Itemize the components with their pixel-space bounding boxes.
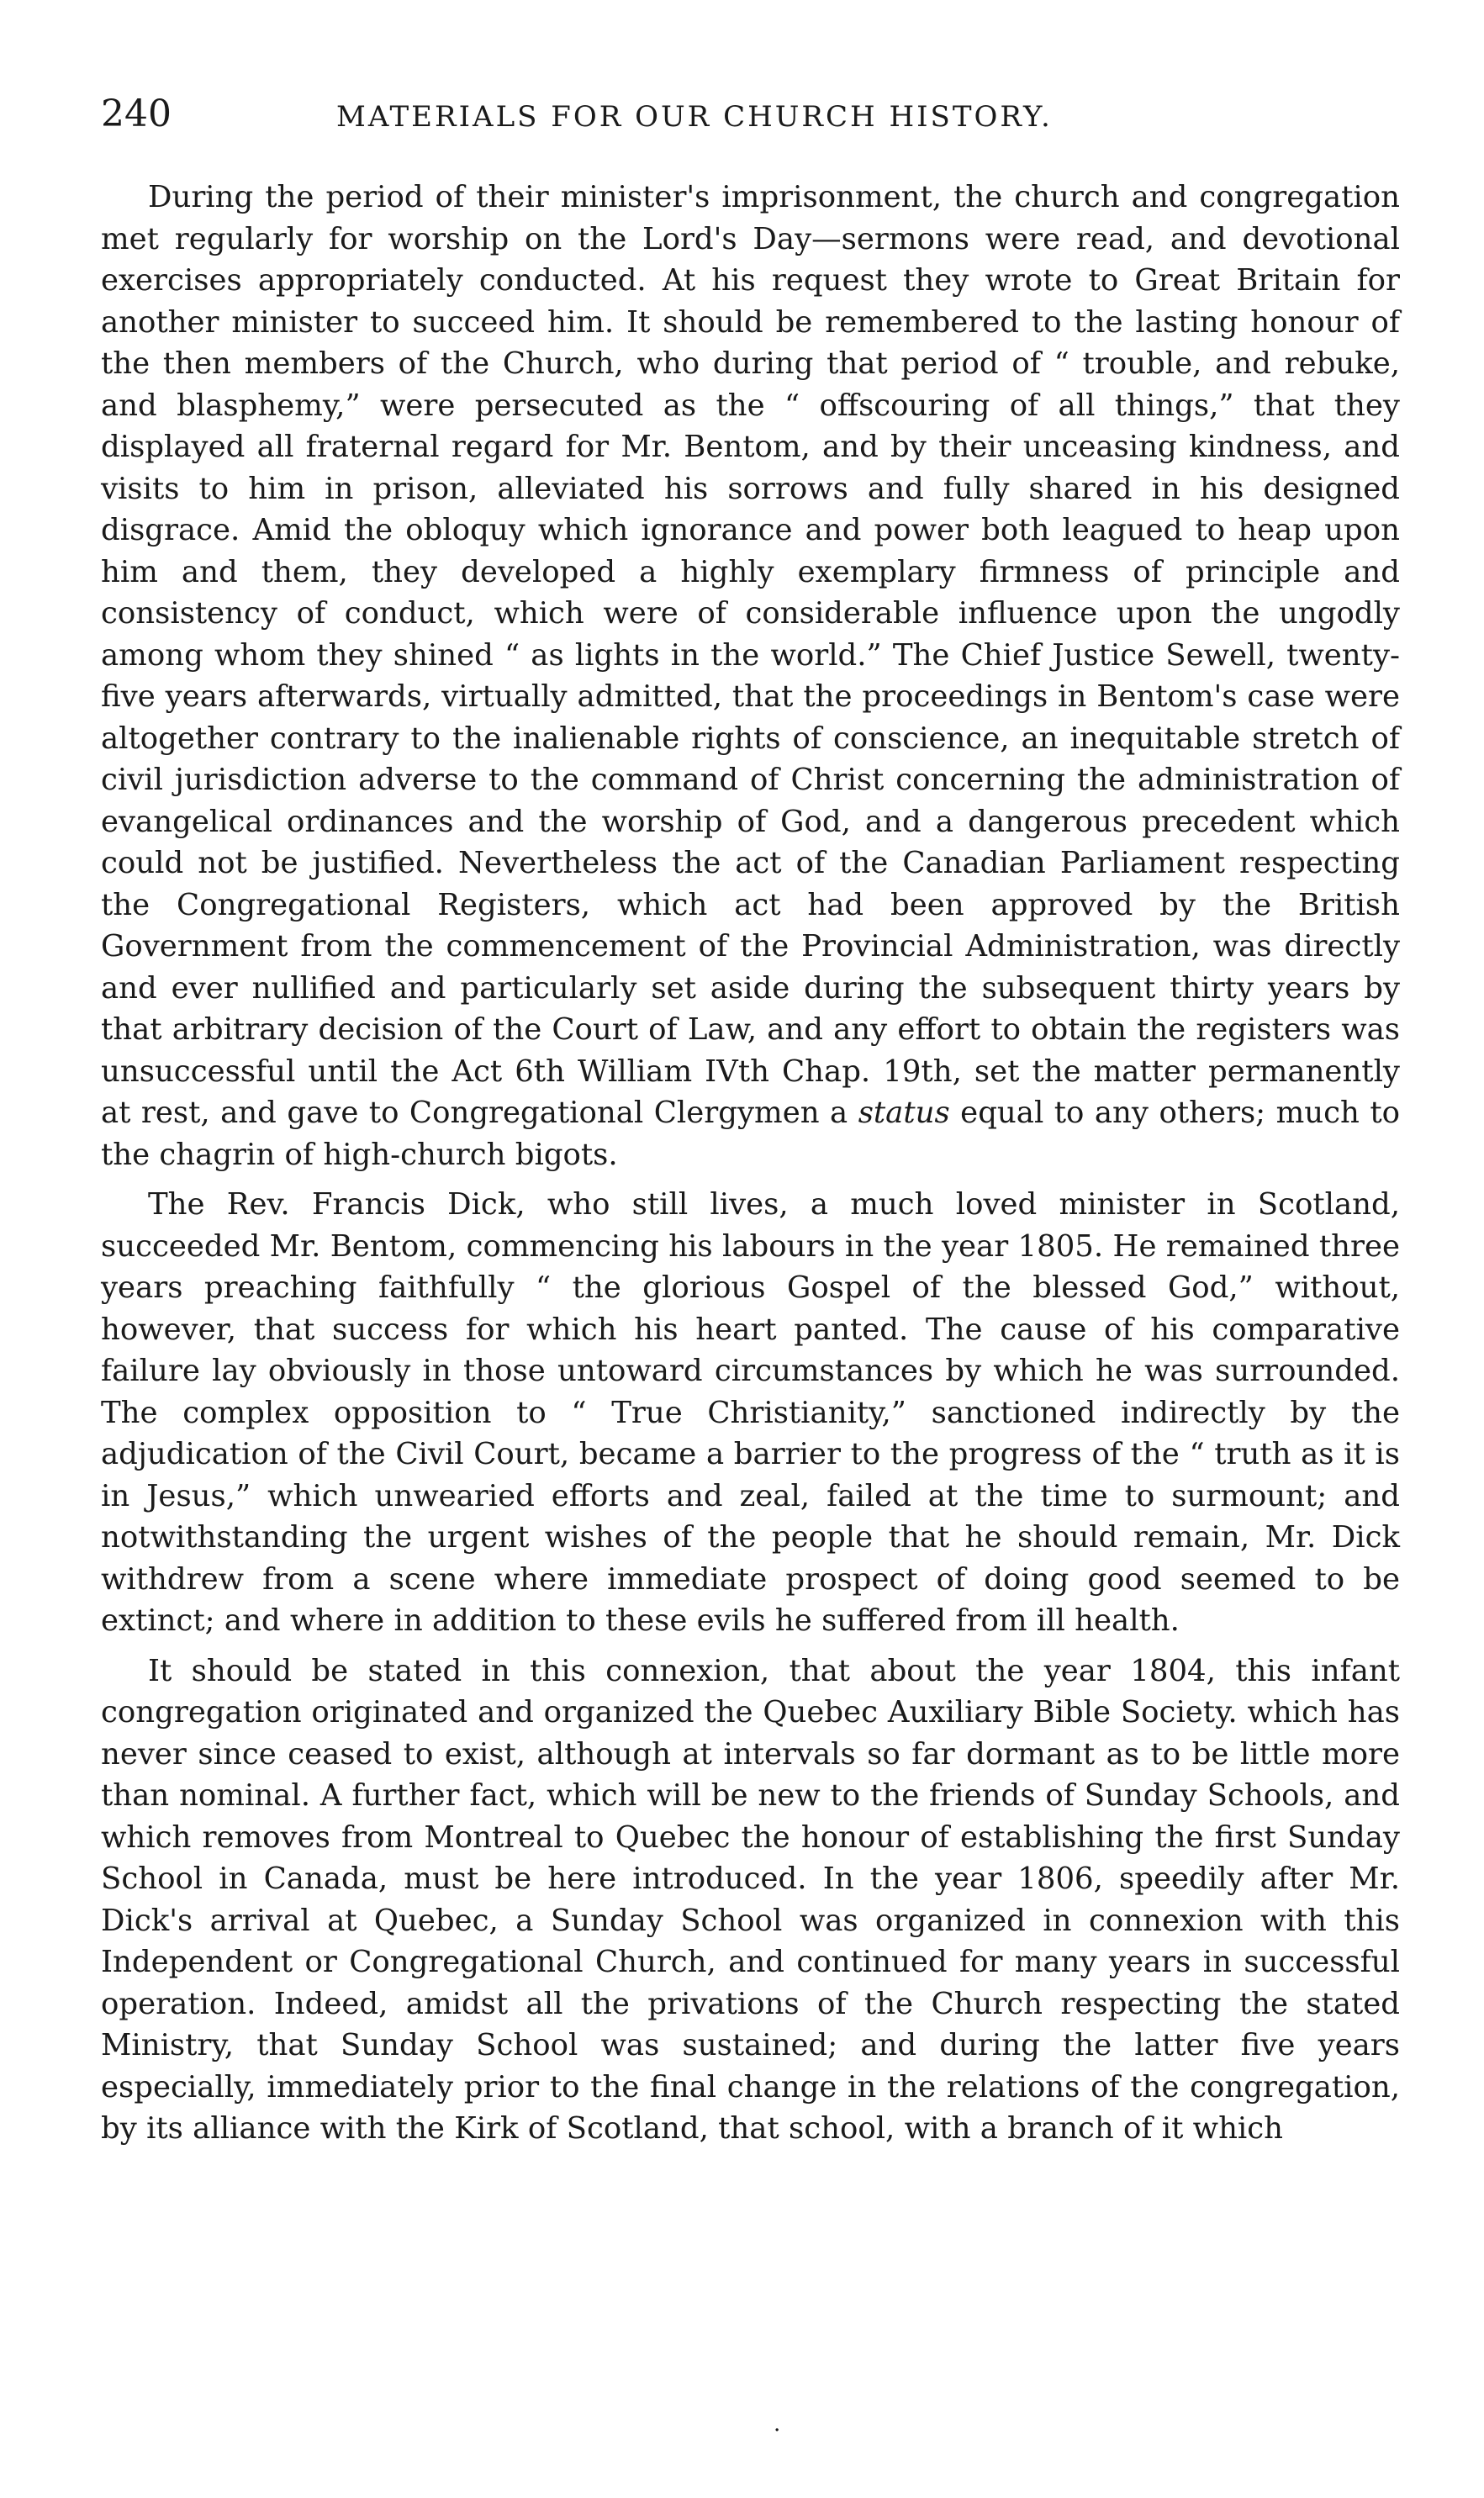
running-head: [101, 92, 1400, 143]
paragraph-1: [101, 177, 1400, 1175]
paragraph-1-text-a: During the period of their minister's imprisonment, the church and congregation met regularly for worship on the Lord's Day—sermons were read, and devotional exercises appropriately conducted. At his request they wrote to Great Britain for another minister to succeed him. It should be remembered to the lasting honour of the then members of the Church, who during that period of “ trouble, and rebuke, and blasphemy,” were persecuted as the “ offscouring of all things,” that they displayed all fraternal regard for Mr. Bentom, and by their unceasing kindness, and visits to him in prison, alleviated his sorrows and fully shared in his designed disgrace. Amid the obloquy which ignorance and power both leagued to heap upon him and them, they developed a highly exemplary firmness of principle and consistency of conduct, which were of considerable influence upon the ungodly among whom they shined “ as lights in the world.” The Chief Justice Sewell, twenty-five years afterwards, virtually admitted, that the proceedings in Bentom's case were altogether contrary to the inalienable rights of conscience, an inequitable stretch of civil jurisdiction adverse to the command of Christ concerning the administration of evangelical ordinances and the worship of God, and a dangerous precedent which could not be justified. Nevertheless the act of the Canadian Parliament respecting the Congregational Registers, which act had been approved by the British Government from the commencement of the Provincial Administration, was directly and ever nullified and particularly set aside during the subsequent thirty years by that arbitrary decision of the Court of Law, and any effort to obtain the registers was unsuccessful until the Act 6th William IVth Chap. 19th, set the matter permanently at rest, and gave to Congregational Clergymen a: [101, 180, 1400, 1130]
page-number: 240: [101, 92, 172, 135]
running-title: MATERIALS FOR OUR CHURCH HISTORY.: [336, 100, 1053, 134]
paragraph-1-text-b: equal to any others; much to the chagrin of high-church bigots.: [101, 1096, 1400, 1172]
paragraph-3: It should be stated in this connexion, that about the year 1804, this infant congregation originated and organized the Quebec Auxiliary Bible Society. which has never since ceased to exist, although at intervals so far dormant as to be little more than nominal. A further fact, which will be new to the friends of Sunday Schools, and which removes from Montreal to Quebec the honour of establishing the first Sunday School in Canada, must be here introduced. In the year 1806, speedily after Mr. Dick's arrival at Quebec, a Sunday School was organized in connexion with this Independent or Congregational Church, and continued for many years in successful operation. Indeed, amidst all the privations of the Church respecting the stated Ministry, that Sunday School was sustained; and during the latter five years especially, immediately prior to the final change in the relations of the congregation, by its alliance with the Kirk of Scotland, that school, with a branch of it which: [101, 1653, 1400, 2146]
paragraph-1-italic: status: [858, 1096, 950, 1130]
paragraph-2: The Rev. Francis Dick, who still lives, a much loved minister in Scotland, succeeded Mr. Bentom, commencing his labours in the year 1805. He remained three years preaching faithfully “ the glorious Gospel of the blessed God,” without, however, that success for which his heart panted. The cause of his comparative failure lay obviously in those untoward circumstances by which he was surrounded. The complex opposition to “ True Christianity,” sanctioned indirectly by the adjudication of the Civil Court, became a barrier to the progress of the “ truth as it is in Jesus,” which unwearied efforts and zeal, failed at the time to surmount; and notwithstanding the urgent wishes of the people that he should remain, Mr. Dick withdrew from a scene where immediate prospect of doing good seemed to be extinct; and where in addition to these evils he suffered from ill health.: [101, 1187, 1400, 1638]
footer-mark: .: [774, 2411, 781, 2437]
book-page: [101, 92, 1400, 2157]
